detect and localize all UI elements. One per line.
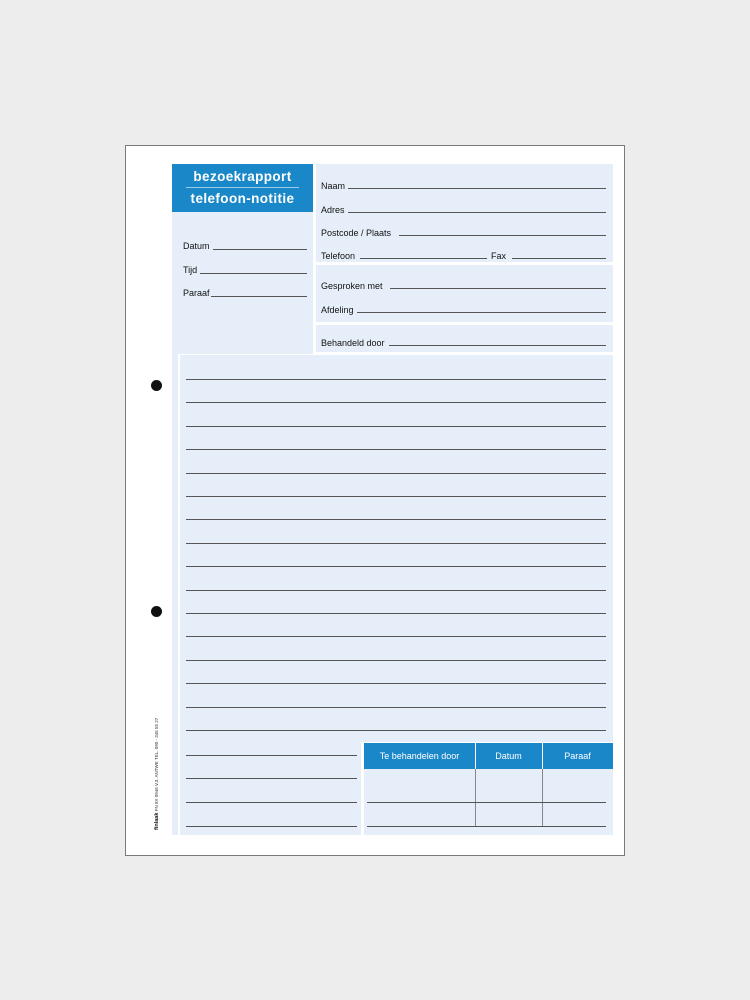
spoken-with-panel xyxy=(316,265,613,322)
adres-field[interactable] xyxy=(348,212,606,213)
note-line[interactable] xyxy=(186,496,606,497)
side-imprint xyxy=(154,718,160,830)
paraaf-field[interactable] xyxy=(211,296,307,297)
datum-field[interactable] xyxy=(213,249,307,250)
afdeling-label: Afdeling xyxy=(321,305,354,315)
gesproken-met-label: Gesproken met xyxy=(321,281,383,291)
note-line[interactable] xyxy=(186,683,606,684)
form-title-box xyxy=(172,164,313,212)
bottom-note-line[interactable] xyxy=(186,826,357,827)
telefoon-label: Telefoon xyxy=(321,251,356,261)
form-title-bezoekrapport: bezoekrapport xyxy=(193,169,292,184)
note-line[interactable] xyxy=(186,707,606,708)
side-brand: finlaak xyxy=(154,812,160,830)
bottom-note-line[interactable] xyxy=(186,802,357,803)
header-divider xyxy=(542,743,543,769)
note-line[interactable] xyxy=(186,402,606,403)
form-title-telefoon-notitie: telefoon-notitie xyxy=(190,191,295,206)
note-line[interactable] xyxy=(186,543,606,544)
note-line[interactable] xyxy=(186,519,606,520)
behandeld-door-field[interactable] xyxy=(389,345,606,346)
gesproken-met-field[interactable] xyxy=(390,288,606,289)
table-row-line[interactable] xyxy=(367,826,606,827)
naam-field[interactable] xyxy=(348,188,606,189)
th-paraaf: Paraaf xyxy=(564,751,591,761)
contact-panel xyxy=(316,164,613,262)
table-row-line[interactable] xyxy=(367,802,606,803)
telefoon-field[interactable] xyxy=(360,258,487,259)
note-line[interactable] xyxy=(186,636,606,637)
table-column-divider xyxy=(475,769,476,826)
th-te-behandelen-door: Te behandelen door xyxy=(379,751,460,761)
side-info: FN 8X 0946 V.3. ANTWE TEL. 090 - 345 55 27 xyxy=(154,717,159,812)
bottom-note-line[interactable] xyxy=(186,778,357,779)
paraaf-label: Paraaf xyxy=(183,288,210,298)
notes-panel-left-strip xyxy=(172,354,178,835)
note-line[interactable] xyxy=(186,730,606,731)
behandeld-door-label: Behandeld door xyxy=(321,338,385,348)
note-line[interactable] xyxy=(186,566,606,567)
note-line[interactable] xyxy=(186,590,606,591)
th-datum: Datum xyxy=(495,751,522,761)
note-line[interactable] xyxy=(186,426,606,427)
afdeling-field[interactable] xyxy=(357,312,606,313)
task-table-header xyxy=(364,743,613,769)
note-line[interactable] xyxy=(186,473,606,474)
tijd-label: Tijd xyxy=(183,265,198,275)
punch-hole-top xyxy=(151,380,162,391)
note-line[interactable] xyxy=(186,613,606,614)
note-line[interactable] xyxy=(186,449,606,450)
header-divider xyxy=(475,743,476,769)
datum-label: Datum xyxy=(183,241,210,251)
table-column-divider xyxy=(542,769,543,826)
naam-label: Naam xyxy=(321,181,346,191)
punch-hole-bottom xyxy=(151,606,162,617)
postcode-field[interactable] xyxy=(399,235,606,236)
tijd-field[interactable] xyxy=(200,273,307,274)
title-divider xyxy=(186,187,299,188)
bottom-note-line[interactable] xyxy=(186,755,357,756)
note-line[interactable] xyxy=(186,379,606,380)
fax-label: Fax xyxy=(491,251,507,261)
fax-field[interactable] xyxy=(512,258,606,259)
postcode-label: Postcode / Plaats xyxy=(321,228,392,238)
adres-label: Adres xyxy=(321,205,345,215)
note-line[interactable] xyxy=(186,660,606,661)
